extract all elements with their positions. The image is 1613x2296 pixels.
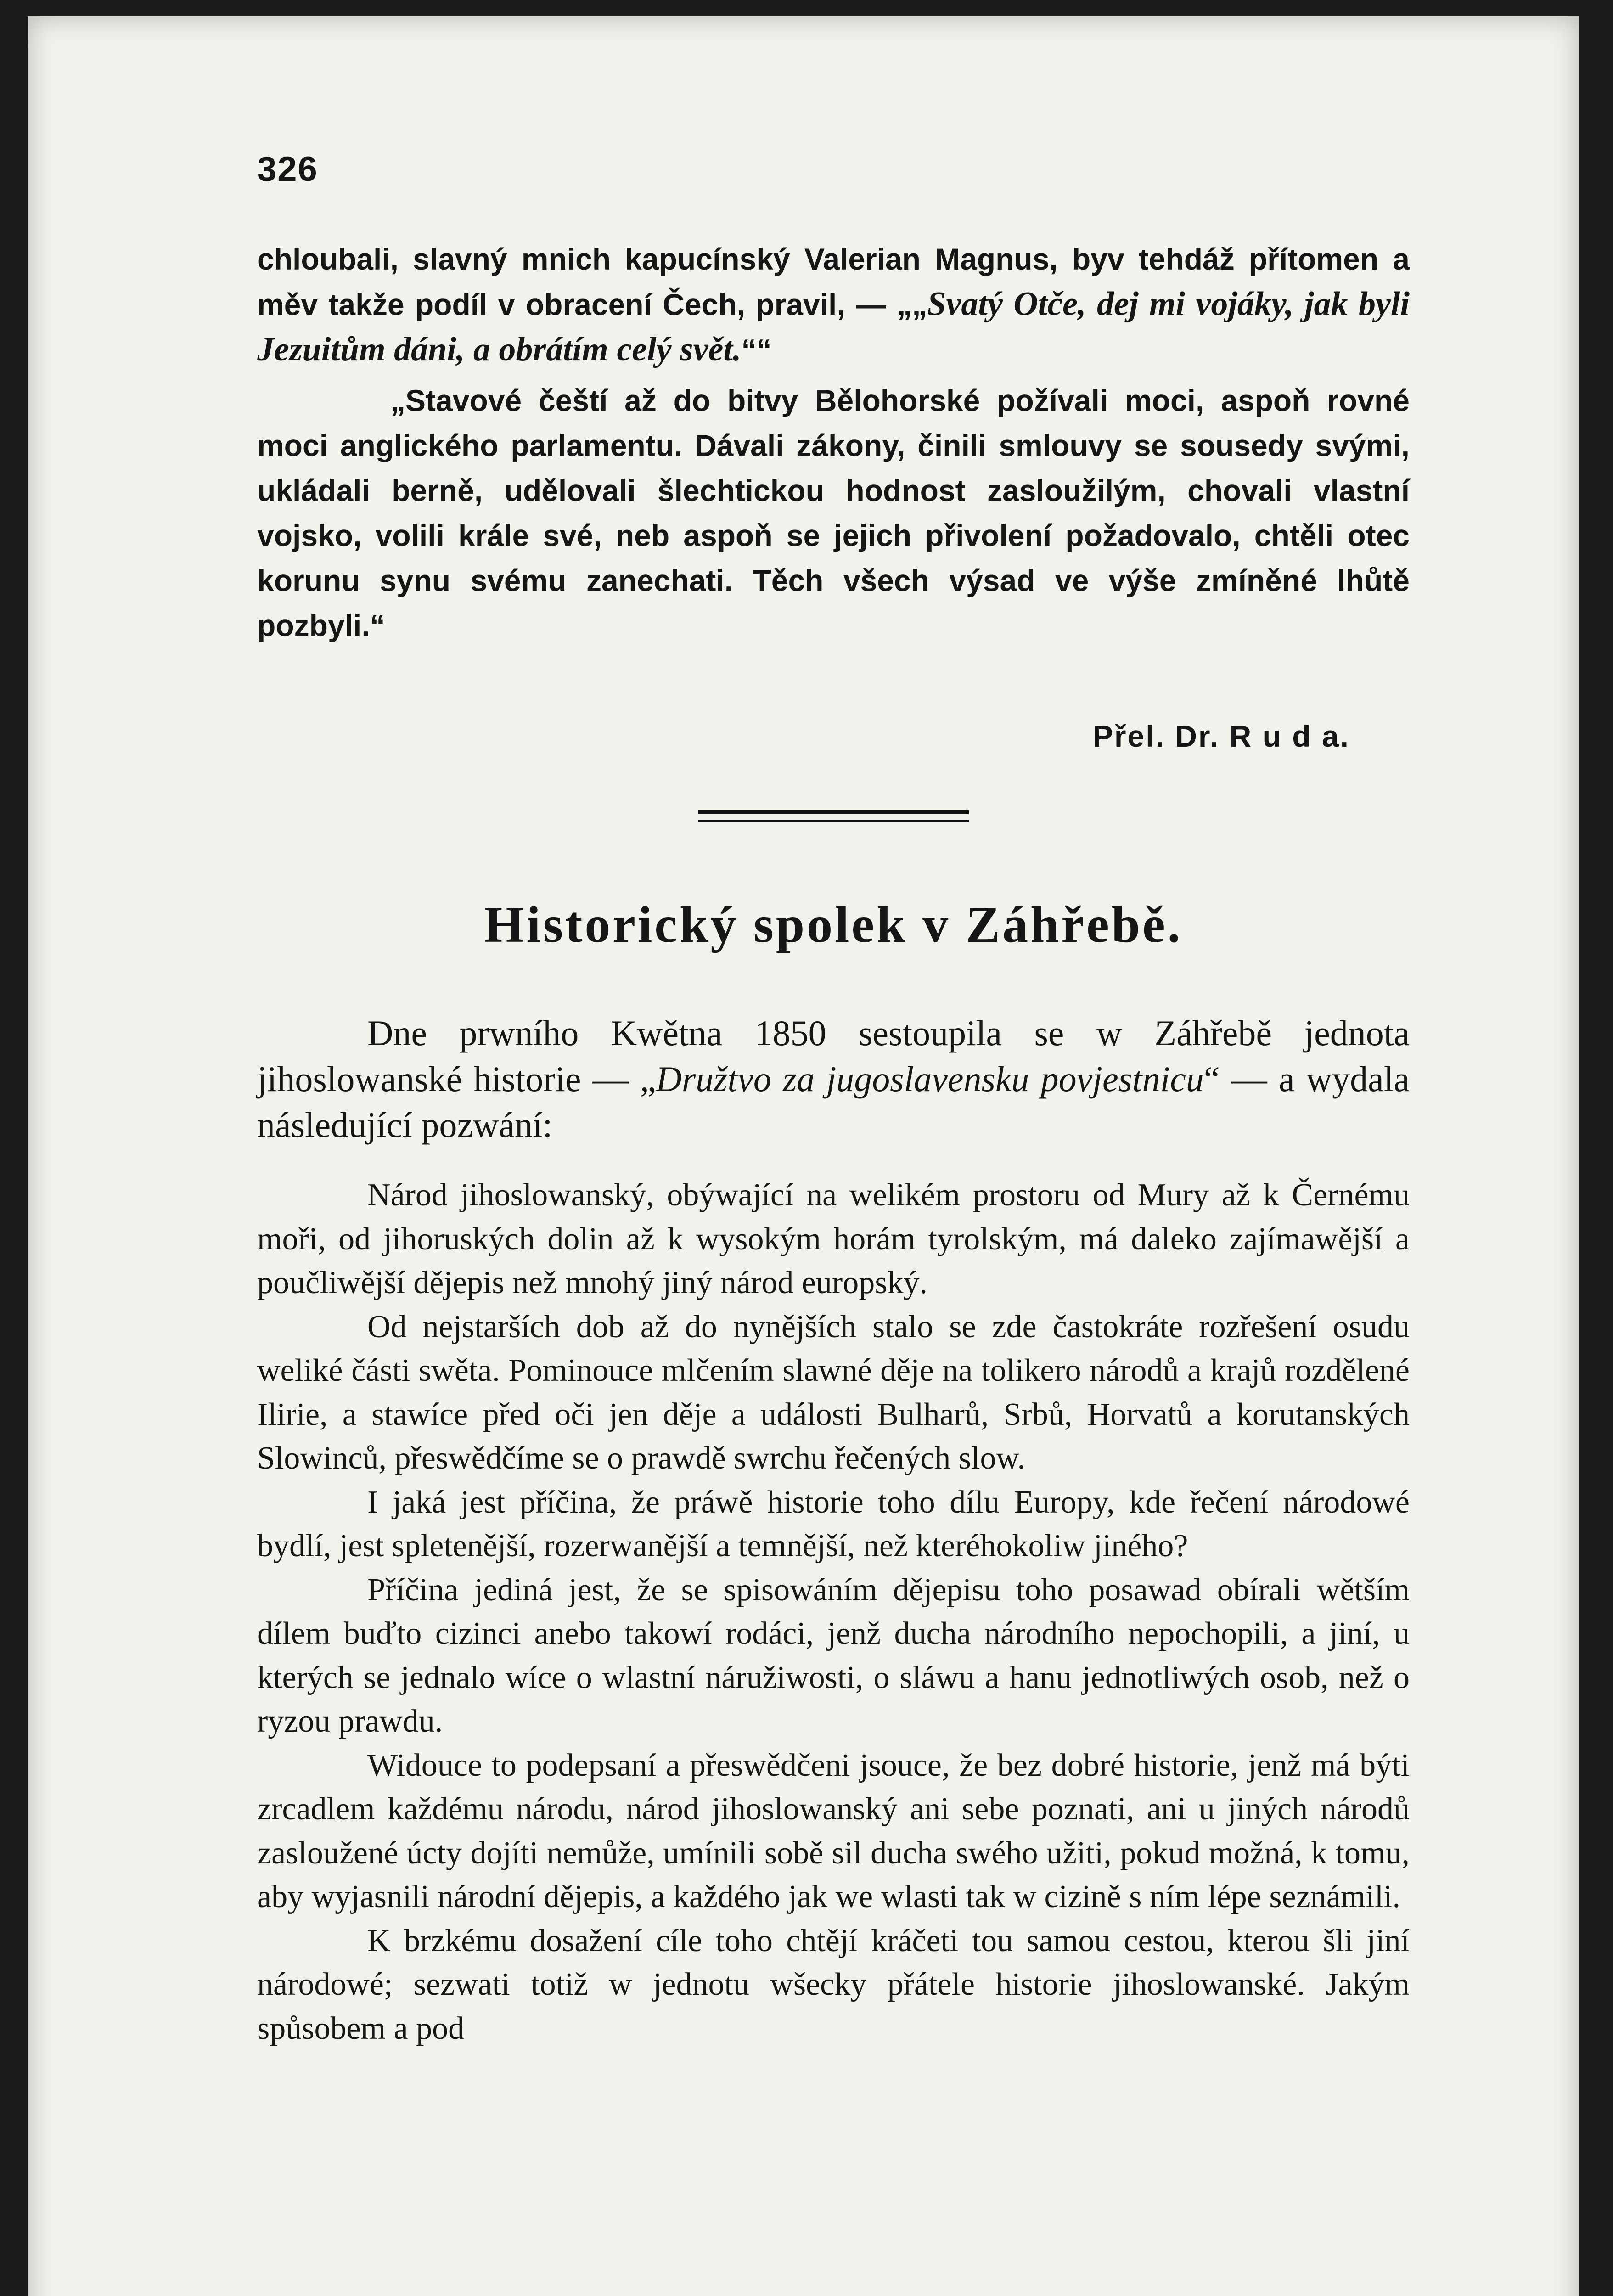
section-title: Historický spolek v Záhřebě. bbox=[484, 896, 1183, 953]
intro-text: Dne prwního Kwětna 1850 sestoupila se w Záhřebě jednota jihoslowanské historie — „ bbox=[257, 1013, 1410, 1099]
quote-paragraph-2: „Stavové čeští až do bitvy Bělohorské požívali moci, aspoň rovné moci anglického parlamentu. Dávali zákony, činili smlouvy se sousedy svými, ukládali berně, udělovali šlechtickou hodnost zasloužilým, chovali vlastní vojsko, volili krále své, neb aspoň se jejich přivolení požadovalo, chtěli otec korunu synu svému zanechati. Těch všech výsad ve výše zmíněné lhůtě pozbyli.“ bbox=[257, 383, 1410, 642]
book-page bbox=[28, 16, 1579, 2296]
quote-text: chloubali, slavný mnich kapucínský Valerian Magnus, byv tehdáž přítomen a měv takže podíl v obracení Čech, pravil, — „„ bbox=[257, 242, 1410, 321]
intro-paragraph bbox=[257, 1010, 1410, 1148]
section-divider bbox=[698, 810, 969, 814]
quote-italic-text: Svatý Otče, dej mi vojáky, jak byli Jezuitům dáni, a obrátím celý svět. bbox=[257, 285, 1410, 368]
translator-credit: Přel. Dr. R u d a. bbox=[1092, 719, 1350, 753]
invitation-text bbox=[257, 1173, 1410, 2050]
quoted-passage bbox=[257, 236, 1410, 648]
body-paragraph: K brzkému dosažení cíle toho chtějí kráčeti tou samou cestou, kterou šli jiní národowé; sezwati totiž w jednotu wšecky přátele historie jihoslowanské. Jakým spůsobem a pod bbox=[257, 1923, 1410, 2046]
society-name: Družtvo za jugoslavensku povjestnicu bbox=[656, 1059, 1204, 1099]
quote-close-mark: ““ bbox=[741, 333, 772, 367]
body-paragraph: Od nejstarších dob až do nynějších stalo se zde častokráte rozřešení osudu weliké části swěta. Pominouce mlčením slawné děje na tolikero národů a krajů rozdělené Ilirie, a stawíce před oči jen děje a události Bulharů, Srbů, Horvatů a korutanských Slowinců, přeswědčíme se o prawdě swrchu řečených slow. bbox=[257, 1309, 1410, 1476]
intro-text-end: “ — a wydala následující pozwání: bbox=[257, 1059, 1410, 1145]
page-number: 326 bbox=[257, 150, 318, 189]
body-paragraph: Národ jihoslowanský, obýwající na welikém prostoru od Mury až k Černému moři, od jihoruských dolin až k wysokým horám tyrolským, má daleko zajímawější a poučliwější dějepis než mnohý jiný národ europský. bbox=[257, 1177, 1410, 1300]
quote-paragraph-1 bbox=[257, 236, 1410, 372]
body-paragraph: Příčina jediná jest, že se spisowáním dějepisu toho posawad obírali wětším dílem buďto cizinci anebo takowí rodáci, jenž ducha národního nepochopili, a jiní, u kterých se jednalo wíce o wlastní náružiwosti, o sláwu a hanu jednotliwých osob, než o ryzou prawdu. bbox=[257, 1572, 1410, 1739]
body-paragraph: I jaká jest příčina, že práwě historie toho dílu Europy, kde řečení národowé bydlí, jest spletenější, rozerwanější a temnější, než kteréhokoliw jiného? bbox=[257, 1484, 1410, 1564]
section-divider bbox=[698, 820, 969, 822]
body-paragraph: Widouce to podepsaní a přeswědčeni jsouce, že bez dobré historie, jenž má býti zrcadlem každému národu, národ jihoslowanský ani sebe poznati, ani u jiných národů zasloužené úcty dojíti nemůže, umínili sobě sil ducha swého užiti, pokud možná, k tomu, aby wyjasnili národní dějepis, a každého jak we wlasti tak w cizině s ním lépe seznámili. bbox=[257, 1747, 1410, 1914]
